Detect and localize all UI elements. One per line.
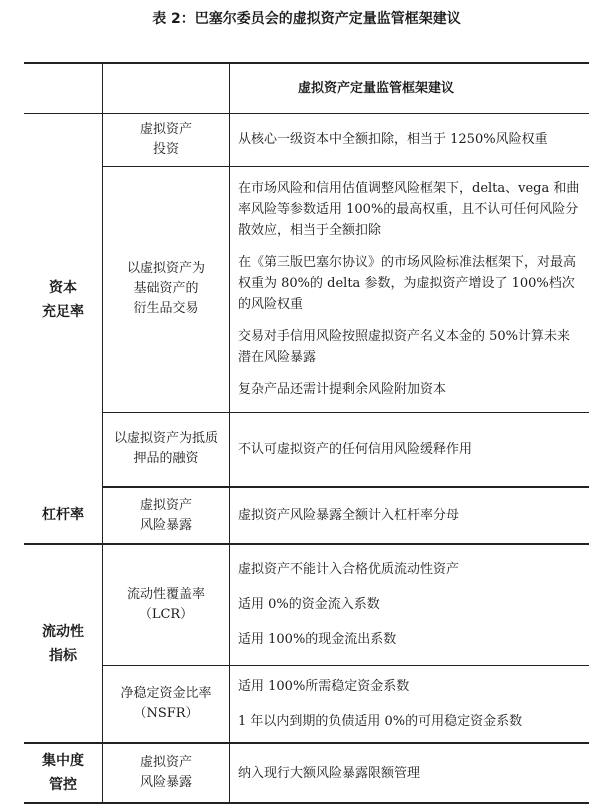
table-row	[24, 544, 589, 665]
rule-paragraph: 适用 0%的资金流入系数	[238, 597, 380, 613]
rule-paragraph: 在市场风险和信用估值调整风险框架下，delta、vega 和曲率风险等参数适用 100%的最高权重，且不认可任何风险分散效应，相当于全额扣除	[238, 181, 580, 238]
category-label-line1: 集中度	[42, 753, 84, 769]
rule-cell	[230, 544, 590, 665]
category-label-line2: 管控	[49, 777, 77, 793]
category-label-line2: 充足率	[42, 304, 84, 321]
rule-cell: 虚拟资产风险暴露全额计入杠杆率分母	[230, 487, 590, 544]
rule-cell: 不认可虚拟资产的任何信用风险缓释作用	[230, 412, 590, 487]
rule-paragraph: 适用 100%的现金流出系数	[238, 632, 397, 648]
category-label-line1: 资本	[49, 280, 77, 297]
subcategory-label-line1: 虚拟资产	[139, 121, 192, 137]
rule-cell: 从核心一级资本中全额扣除，相当于 1250%风险权重	[230, 113, 590, 166]
rule-cell	[230, 166, 590, 412]
subcategory-exposure	[103, 743, 230, 803]
category-label-line2: 指标	[49, 647, 77, 664]
subcategory-exposure	[103, 487, 230, 544]
header-category-cell	[24, 63, 103, 113]
rule-paragraph: 1 年以内到期的负债适用 0%的可用稳定资金系数	[238, 713, 523, 729]
subcategory-virtual-asset-investment	[103, 113, 230, 166]
rule-cell: 纳入现行大额风险暴露限额管理	[230, 743, 590, 803]
subcategory-label-line2: 投资	[152, 141, 179, 157]
regulatory-framework-table	[24, 62, 589, 804]
table-caption: 表 2：巴塞尔委员会的虚拟资产定量监管框架建议	[152, 11, 461, 27]
category-liquidity	[24, 544, 103, 743]
subcategory-label-line2: （LCR）	[138, 606, 194, 622]
table-row	[24, 487, 589, 544]
subcategory-label-line1: 虚拟资产	[139, 497, 192, 513]
subcategory-collateral-financing	[103, 412, 230, 487]
subcategory-nsfr	[103, 665, 230, 743]
header-framework-cell: 虚拟资产定量监管框架建议	[230, 63, 590, 113]
rule-cell	[230, 665, 590, 743]
category-label-line1: 流动性	[42, 623, 84, 640]
header-subcategory-cell	[103, 63, 230, 113]
subcategory-label-line1: 以虚拟资产为抵质	[113, 431, 218, 447]
table-row	[24, 113, 589, 166]
category-concentration	[24, 743, 103, 803]
rule-paragraph: 适用 100%所需稳定资金系数	[238, 678, 410, 694]
subcategory-label-line1: 净稳定资金比率	[120, 685, 212, 701]
subcategory-label-line1: 以虚拟资产为	[126, 261, 205, 276]
table-header-row	[24, 63, 589, 113]
table-row	[24, 166, 589, 412]
category-capital-adequacy	[24, 113, 103, 487]
subcategory-derivatives	[103, 166, 230, 412]
rule-paragraph: 交易对手信用风险按照虚拟资产名义本金的 50%计算未来潜在风险暴露	[238, 329, 571, 365]
subcategory-label-line3: 衍生品交易	[133, 301, 199, 316]
subcategory-label-line2: 风险暴露	[139, 775, 192, 790]
subcategory-label-line2: 风险暴露	[139, 517, 192, 533]
table-row	[24, 743, 589, 803]
rule-paragraph: 虚拟资产不能计入合格优质流动性资产	[238, 562, 460, 578]
subcategory-label-line1: 虚拟资产	[139, 755, 192, 770]
rule-paragraph: 复杂产品还需计提剩余风险附加资本	[238, 382, 447, 397]
category-leverage: 杠杆率	[24, 487, 103, 544]
table-row	[24, 665, 589, 743]
subcategory-label-line2: 基础资产的	[133, 281, 199, 296]
subcategory-lcr	[103, 544, 230, 665]
subcategory-label-line2: 押品的融资	[133, 451, 199, 467]
subcategory-label-line1: 流动性覆盖率	[126, 586, 205, 602]
rule-paragraph: 在《第三版巴塞尔协议》的市场风险标准法框架下，对最高权重为 80%的 delta 参数，为虚拟资产增设了 100%档次的风险权重	[238, 255, 577, 312]
table-row	[24, 412, 589, 487]
subcategory-label-line2: （NSFR）	[133, 705, 199, 721]
